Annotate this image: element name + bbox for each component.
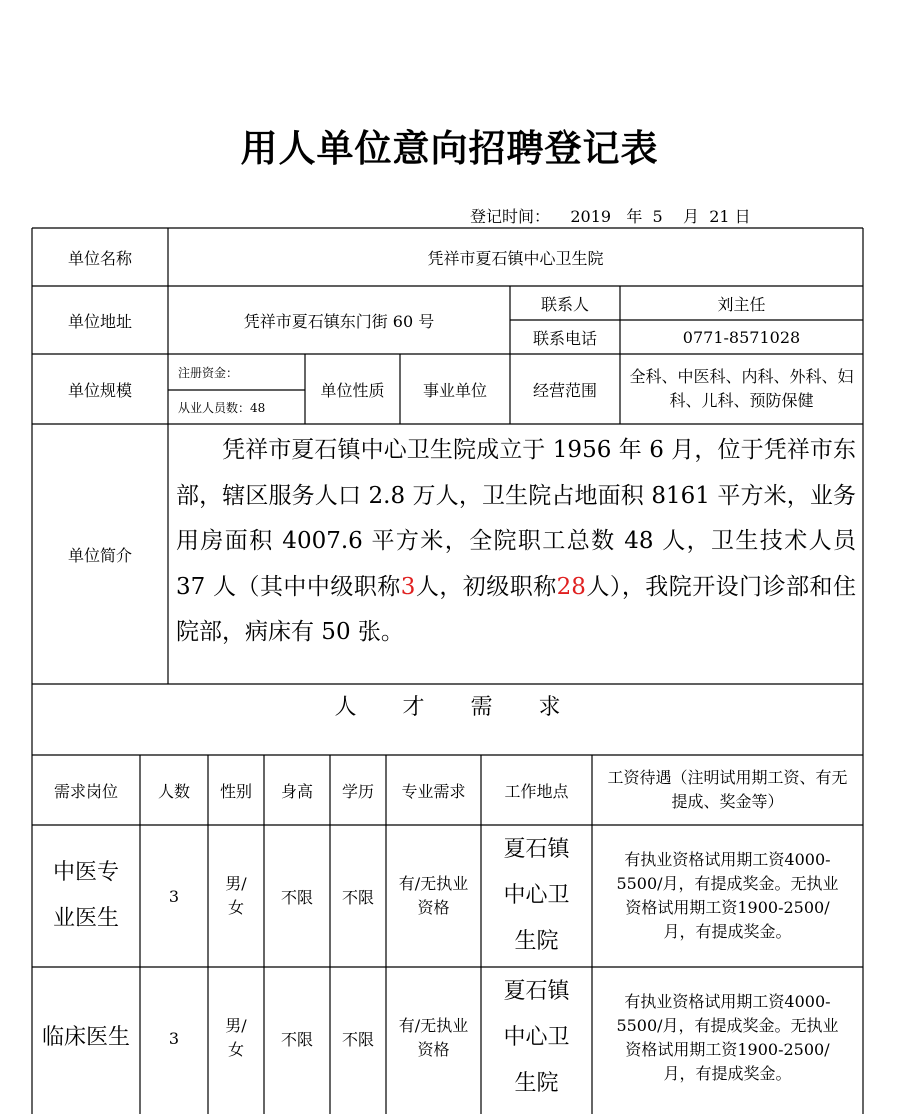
row2-major: 有/无执业资格 [398, 1016, 469, 1059]
unit-address-label: 单位地址 [67, 311, 132, 331]
business-scope-value: 全科、中医科、内科、外科、妇科、儿科、预防保健 [629, 367, 854, 410]
unit-intro-text [176, 428, 856, 656]
intro-part-3: 人），我院开设门诊部和住院部，病床有 50 张。 [176, 573, 857, 645]
registered-capital-label: 注册资金： [178, 365, 239, 380]
contact-value: 刘主任 [717, 294, 766, 314]
row2-post: 临床医生 [41, 1025, 130, 1050]
business-scope-label: 经营范围 [532, 380, 597, 400]
phone-value: 0771-8571028 [682, 327, 801, 347]
unit-name-value: 凭祥市夏石镇中心卫生院 [427, 248, 604, 268]
intro-part-1: 凭祥市夏石镇中心卫生院成立于 1956 年 6 月，位于凭祥市东部，辖区服务人口 2.8 万人，卫生院占地面积 8161 平方米，业务用房面积 4007.6 平方米，全院职工总数 48 人，卫生技术人员 37 人（其中中级职称 [176, 437, 856, 600]
row2-workplace: 夏石镇中心卫生院 [503, 979, 570, 1096]
unit-address-value: 凭祥市夏石镇东门街 60 号 [243, 311, 435, 331]
row1-education: 不限 [341, 887, 374, 907]
row2-gender: 男/女 [225, 1016, 247, 1059]
row2-salary: 有执业资格试用期工资4000-5500/月，有提成奖金。无执业资格试用期工资1900-2500/月，有提成奖金。 [616, 992, 839, 1083]
unit-intro-label: 单位简介 [67, 545, 132, 565]
header-gender: 性别 [219, 781, 252, 801]
unit-scale-label: 单位规模 [67, 380, 132, 400]
header-height: 身高 [280, 781, 313, 801]
registration-date: 登记时间： 2019 年 5 月 21 日 [470, 207, 751, 226]
unit-name-label: 单位名称 [67, 248, 132, 268]
intro-junior-title-count: 28 [556, 573, 586, 600]
row1-workplace: 夏石镇中心卫生院 [503, 837, 570, 954]
unit-nature-label: 单位性质 [320, 380, 385, 400]
header-workplace: 工作地点 [504, 781, 569, 801]
staff-count-label: 从业人员数：48 [178, 400, 266, 415]
phone-label: 联系电话 [532, 328, 597, 348]
row2-education: 不限 [341, 1029, 374, 1049]
unit-nature-value: 事业单位 [422, 380, 487, 400]
header-salary: 工资待遇（注明试用期工资、有无提成、奖金等） [607, 768, 848, 811]
row1-salary: 有执业资格试用期工资4000-5500/月，有提成奖金。无执业资格试用期工资1900-2500/月，有提成奖金。 [616, 850, 839, 941]
row2-height: 不限 [280, 1029, 313, 1049]
row1-gender: 男/女 [225, 874, 247, 917]
header-count: 人数 [157, 781, 190, 801]
row1-major: 有/无执业资格 [398, 874, 469, 917]
header-post: 需求岗位 [53, 781, 118, 801]
talent-section-title: 人才需求 [334, 695, 607, 720]
row1-count: 3 [168, 886, 180, 906]
header-major: 专业需求 [401, 781, 466, 801]
contact-label: 联系人 [540, 294, 589, 314]
row1-height: 不限 [280, 887, 313, 907]
intro-mid-title-count: 3 [400, 573, 416, 600]
page-title: 用人单位意向招聘登记表 [240, 126, 659, 170]
row2-count: 3 [168, 1028, 180, 1048]
header-education: 学历 [341, 781, 374, 801]
row1-post: 中医专业医生 [52, 860, 119, 931]
intro-part-2: 人，初级职称 [415, 573, 557, 600]
